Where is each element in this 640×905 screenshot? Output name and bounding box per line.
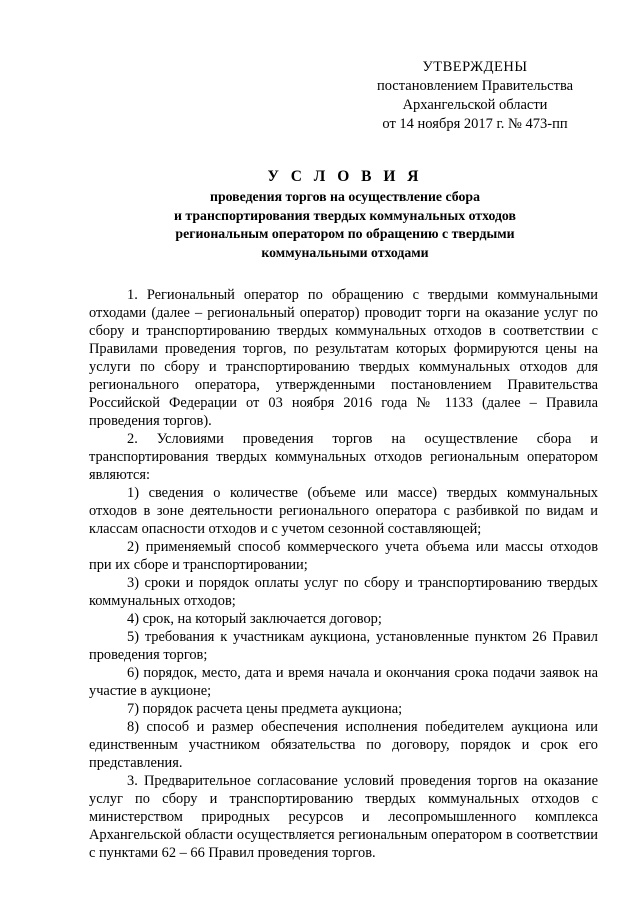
list-item-4: 4) срок, на который заключается договор; (127, 611, 382, 627)
list-item-7: 7) порядок расчета цены предмета аукциона; (127, 701, 403, 717)
title-heading: У С Л О В И Я (267, 168, 423, 185)
approval-stamp (360, 58, 590, 134)
list-item-2: 2) применяемый способ коммерческого учета объема или массы отходов при их сборе и транспортировании; (89, 539, 598, 573)
list-item-1: 1) сведения о количестве (объеме или массе) твердых коммунальных отходов в зоне деятельности регионального оператора с разбивкой по видам и классам опасности отходов и с учетом сезонной составляющей; (89, 485, 598, 537)
paragraph-2: 2. Условиями проведения торгов на осуществление сбора и транспортирования твердых коммунальных отходов региональным оператором являются: (89, 431, 598, 483)
list-item-6: 6) порядок, место, дата и время начала и окончания срока подачи заявок на участие в аукционе; (89, 665, 598, 699)
title-line: коммунальными отходами (261, 244, 429, 260)
title-line: проведения торгов на осуществление сбора (210, 189, 480, 204)
title-line: и транспортирования твердых коммунальных отходов (174, 207, 516, 223)
document-body (89, 286, 598, 862)
paragraph-3: 3. Предварительное согласование условий проведения торгов на оказание услуг по сбору и транспортированию твердых коммунальных отходов с министерством природных ресурсов и лесопромышленного комплекса Архангельской области осуществляется региональным оператором в соответствии с пунктами 62 – 66 Правил проведения торгов. (89, 773, 598, 861)
title-line: региональным оператором по обращению с твердыми (175, 226, 515, 241)
list-item-3: 3) сроки и порядок оплаты услуг по сбору и транспортированию твердых коммунальных отходов; (89, 575, 598, 609)
approval-line: постановлением Правительства (376, 78, 574, 94)
approval-heading: УТВЕРЖДЕНЫ (422, 59, 528, 75)
document-title (90, 166, 600, 262)
approval-date-line: от 14 ноября 2017 г. № 473-пп (382, 116, 568, 132)
paragraph-1: 1. Региональный оператор по обращению с твердыми коммунальными отходами (далее – региональный оператор) проводит торги на оказание услуг по сбору и транспортированию твердых коммунальных отходов в соответствии с Правилами проведения торгов, по результатам которых формируются цены на услуги по сбору и транспортированию твердых коммунальных отходов для регионального оператора, утвержденными постановлением Правительства Российской Федерации от 03 ноября 2016 года № 1133 (далее – Правила проведения торгов). (89, 287, 598, 429)
list-item-8: 8) способ и размер обеспечения исполнения победителем аукциона или единственным участником обязательства по договору, порядок и срок его представления. (89, 719, 598, 771)
list-item-5: 5) требования к участникам аукциона, установленные пунктом 26 Правил проведения торгов; (89, 629, 598, 663)
approval-line: Архангельской области (402, 97, 548, 113)
